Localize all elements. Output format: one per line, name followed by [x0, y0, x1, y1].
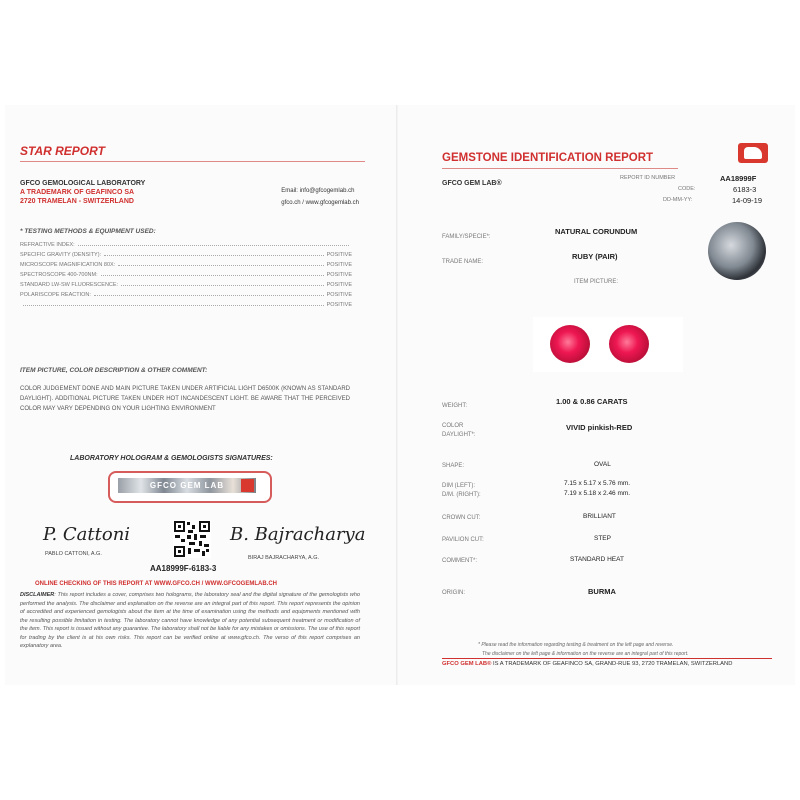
gfco-logo-icon — [738, 143, 768, 163]
lab-trademark: A TRADEMARK OF GEAFINCO SA — [20, 189, 135, 196]
hologram-seal-disc — [708, 222, 766, 280]
date-label: DD-MM-YY: — [663, 197, 693, 203]
footer-brand: GFCO GEM LAB® — [442, 661, 492, 667]
signer-1-name: PABLO CATTONI, A.G. — [45, 551, 102, 557]
lab-name: GFCO GEMOLOGICAL LABORATORY — [20, 180, 146, 187]
footnote-disclaimer: The disclaimer on the left page & information on the reverse are an integral part of this report. — [482, 651, 689, 657]
code-label: CODE: — [678, 186, 696, 192]
crown-cut-value: BRILLIANT — [583, 513, 616, 520]
signature-1: P. Cattoni — [43, 524, 131, 545]
dim-left-value: 7.15 x 5.17 x 5.76 mm. — [564, 480, 631, 487]
test-value: POSITIVE — [326, 282, 352, 288]
family-value: NATURAL CORUNDUM — [555, 227, 638, 236]
test-label: MICROSCOPE MAGNIFICATION 80X: — [20, 262, 116, 268]
test-row — [20, 252, 352, 258]
signatures-heading: LABORATORY HOLOGRAM & GEMOLOGISTS SIGNATURES: — [70, 455, 273, 462]
test-row — [20, 272, 352, 278]
color-value: VIVID pinkish-RED — [566, 423, 633, 432]
left-page — [5, 105, 398, 685]
test-label: SPECIFIC GRAVITY (DENSITY): — [20, 252, 102, 258]
qr-code-icon — [173, 520, 211, 558]
footer-divider — [442, 658, 772, 659]
gemstone-report-title: GEMSTONE IDENTIFICATION REPORT — [442, 152, 654, 164]
weight-label: WEIGHT: — [442, 403, 467, 409]
hologram-text: GFCO GEM LAB — [118, 478, 256, 493]
color-label: COLOR — [442, 423, 464, 429]
shape-value: OVAL — [594, 461, 611, 468]
signature-2: B. Bajracharya — [230, 524, 366, 545]
item-picture-label: ITEM PICTURE: — [574, 279, 619, 285]
test-row — [20, 302, 352, 308]
hologram-seal-icon — [241, 479, 254, 492]
report-id-label: REPORT ID NUMBER — [620, 175, 676, 181]
ruby-right-image — [609, 325, 649, 363]
star-report-title: STAR REPORT — [20, 144, 105, 158]
test-value: POSITIVE — [326, 252, 352, 258]
contact-info — [281, 185, 359, 209]
gem-lab-name: GFCO GEM LAB® — [442, 180, 502, 187]
test-value: POSITIVE — [326, 302, 352, 308]
dim-left-label: DIM (LEFT): — [442, 483, 475, 489]
online-check-link[interactable]: ONLINE CHECKING OF THIS REPORT AT WWW.GFCO.CH / WWW.GFCOGEMLAB.CH — [35, 581, 277, 587]
disclaimer-label: DISCLAIMER — [20, 592, 55, 598]
test-row — [20, 242, 352, 248]
test-value: POSITIVE — [326, 262, 352, 268]
test-label: SPECTROSCOPE 400-700NM: — [20, 272, 98, 278]
signer-2-name: BIRAJ BAJRACHARYA, A.G. — [248, 555, 320, 561]
test-row — [20, 282, 352, 288]
date-value: 14-09-19 — [732, 196, 763, 205]
report-serial: AA18999F-6183-3 — [150, 564, 217, 573]
lab-info — [20, 179, 145, 206]
origin-label: ORIGIN: — [442, 590, 466, 596]
test-value: POSITIVE — [326, 292, 352, 298]
ruby-left-image — [550, 325, 590, 363]
test-label: REFRACTIVE INDEX: — [20, 242, 75, 248]
comment-heading: ITEM PICTURE, COLOR DESCRIPTION & OTHER COMMENT: — [20, 367, 208, 374]
shape-label: SHAPE: — [442, 463, 465, 469]
footer-trademark — [442, 661, 732, 667]
testing-heading: * TESTING METHODS & EQUIPMENT USED: — [20, 228, 156, 235]
footnote-testing: * Please read the information regarding testing & treatment on the left page and reverse. — [478, 642, 674, 648]
lab-address: 2720 TRAMELAN - SWITZERLAND — [20, 198, 134, 205]
comment-label: COMMENT*: — [442, 558, 477, 564]
pavilion-cut-value: STEP — [594, 535, 611, 542]
dim-right-value: 7.19 x 5.18 x 2.46 mm. — [564, 490, 631, 497]
crown-cut-label: CROWN CUT: — [442, 515, 481, 521]
title-divider — [20, 161, 365, 162]
laboratory-hologram — [108, 471, 272, 503]
website-text: gfco.ch / www.gfcogemlab.ch — [281, 200, 359, 206]
disclaimer-text: : This report includes a cover, comprises two holograms, the laboratory seal and the digital signature of the gemologists who performed the analysis. The disclaimer and explanation on the reverse are an integral part of this report. This report represents the opinion of accredited and experienced gemologists about the item at the time of examination using the methods and equipments mentioned with the resulting possible limitation in testing. The laboratory cannot have knowledge of any potential subsequent treatment or modification of the item. This report is issued without any guarantee. The laboratory shall not be liable for any mistakes or omissions. The use of this report for trading by the client is at his own risks. This report can be verified online at www.gfco.ch. The verso of this report comprises an explanatory area. — [20, 592, 360, 649]
footer-text: IS A TRADEMARK OF GEAFINCO SA, GRAND-RUE 93, 2720 TRAMELAN, SWITZERLAND — [491, 661, 733, 667]
test-row — [20, 262, 352, 268]
title-divider-right — [442, 168, 678, 169]
trade-name-label: TRADE NAME: — [442, 259, 484, 265]
pavilion-cut-label: PAVILION CUT: — [442, 537, 484, 543]
test-value: POSITIVE — [326, 272, 352, 278]
test-label: POLARISCOPE REACTION: — [20, 292, 91, 298]
comment-text: COLOR JUDGEMENT DONE AND MAIN PICTURE TAKEN UNDER ARTIFICIAL LIGHT D6500K (KNOWN AS STANDARD DAYLIGHT). ADDITIONAL PICTURE TAKEN UNDER HOT INCANDESCENT LIGHT. BE AWARE THAT THE PERCEIVED COLOR MAY VARY DEPENDING ON YOUR LIGHTING ENVIRONMENT — [20, 386, 350, 412]
family-label: FAMILY/SPECIE*: — [442, 234, 491, 240]
code-value: 6183-3 — [733, 185, 757, 194]
email-text: Email: info@gfcogemlab.ch — [281, 188, 355, 194]
dim-right-label: D/M. (RIGHT): — [442, 492, 481, 498]
test-label: STANDARD LW-SW FLUORESCENCE: — [20, 282, 119, 288]
trade-name-value: RUBY (PAIR) — [572, 252, 618, 261]
item-picture — [533, 317, 683, 372]
comment-value: STANDARD HEAT — [570, 556, 624, 563]
report-id-value: AA18999F — [720, 174, 757, 183]
origin-value: BURMA — [588, 587, 616, 596]
right-page — [398, 105, 795, 685]
color-daylight-label: DAYLIGHT*: — [442, 432, 476, 438]
rhino-icon — [744, 147, 762, 159]
test-row — [20, 292, 352, 298]
weight-value: 1.00 & 0.86 CARATS — [556, 397, 628, 406]
disclaimer — [20, 591, 360, 651]
